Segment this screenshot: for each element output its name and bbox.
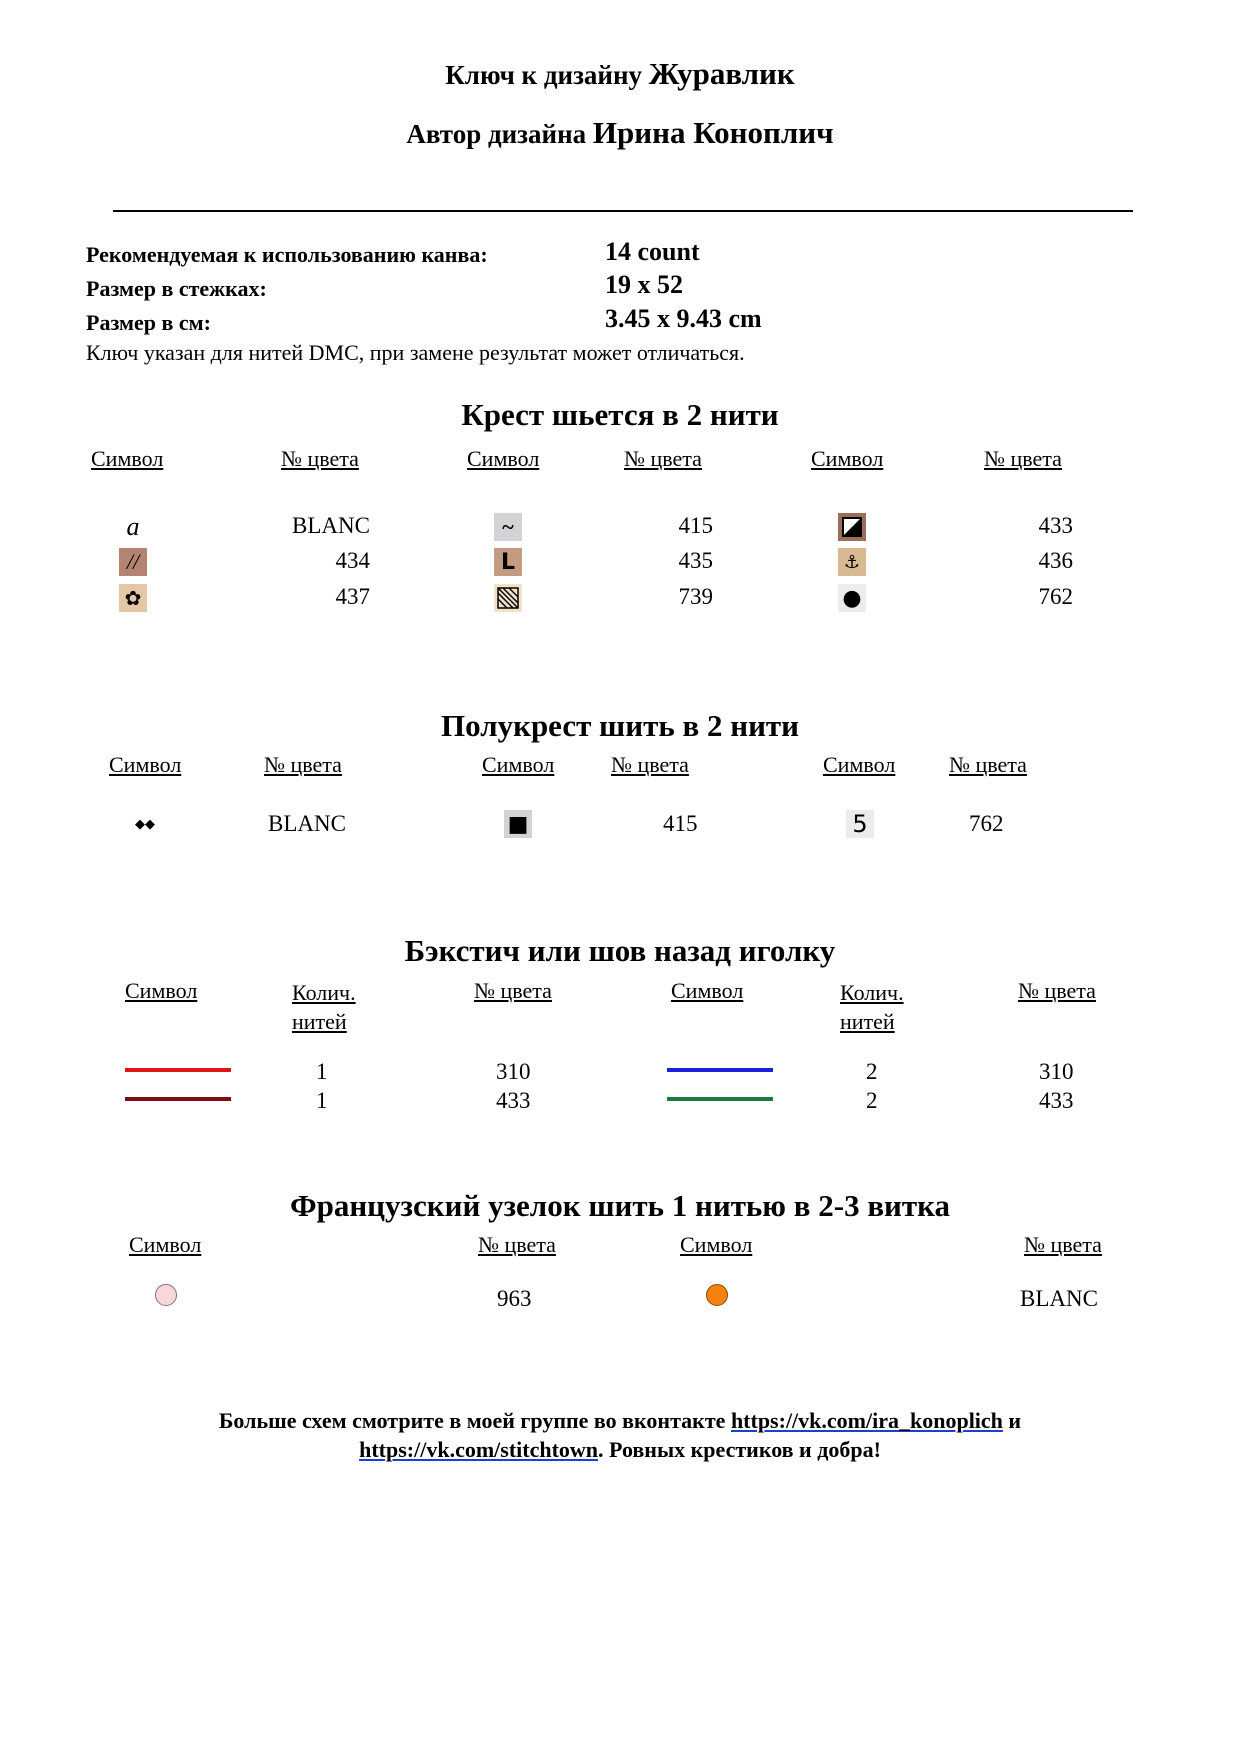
cm-value: 3.45 x 9.43 cm bbox=[605, 304, 762, 333]
french-knot-dot-orange bbox=[706, 1284, 728, 1306]
vk-link-ira[interactable]: https://vk.com/ira_konoplich bbox=[730, 1408, 1003, 1433]
cross-col-color-2: № цвета bbox=[624, 446, 702, 471]
canvas-value: 14 count bbox=[605, 237, 700, 266]
stitches-label: Размер в стежках: bbox=[86, 276, 267, 301]
french-color-value: BLANC bbox=[1020, 1286, 1098, 1311]
half-square-icon bbox=[838, 513, 866, 541]
half-col-symbol-2: Символ bbox=[482, 752, 555, 777]
back-color-value: 433 bbox=[496, 1088, 531, 1113]
back-col-color-2: № цвета bbox=[1018, 978, 1096, 1003]
author-name: Ирина Коноплич bbox=[592, 115, 834, 150]
french-col-symbol-1 bbox=[122, 1232, 214, 1258]
cross-color-value: 415 bbox=[678, 513, 713, 538]
french-title: Французский узелок шить 1 нитью в 2-3 витка bbox=[289, 1188, 951, 1223]
cross-color-value: 762 bbox=[1038, 584, 1073, 609]
cross-col-color-1: № цвета bbox=[281, 446, 359, 471]
half-col-color-2: № цвета bbox=[611, 752, 689, 777]
half-color-value: 762 bbox=[969, 811, 1004, 836]
half-col-symbol-1: Символ bbox=[109, 752, 182, 777]
cross-symbol: ● bbox=[838, 584, 866, 612]
design-title bbox=[0, 56, 1240, 92]
backstitch-line-darkred bbox=[125, 1097, 231, 1101]
half-title: Полукрест шить в 2 нити bbox=[440, 708, 800, 743]
back-threads-value: 2 bbox=[866, 1059, 878, 1084]
author-line bbox=[0, 115, 1240, 151]
cross-symbol: ⚓ bbox=[838, 548, 866, 576]
back-col-symbol-1: Символ bbox=[125, 978, 198, 1003]
design-key-label: Ключ к дизайну bbox=[445, 60, 643, 90]
back-title: Бэкстич или шов назад иголку bbox=[404, 933, 836, 968]
cross-symbol: a bbox=[126, 512, 140, 541]
cross-symbol: L bbox=[494, 548, 522, 576]
back-col-threads-2-line1: Колич. bbox=[840, 980, 904, 1005]
french-col-symbol-1-text: Символ bbox=[129, 1232, 202, 1257]
stitches-value: 19 x 52 bbox=[605, 270, 683, 299]
footer bbox=[0, 1406, 1240, 1464]
back-col-threads-1-line1: Колич. bbox=[292, 980, 356, 1005]
french-col-color-1 bbox=[478, 1232, 586, 1258]
french-col-color-2-text: № цвета bbox=[1024, 1232, 1102, 1257]
cross-color-value: 434 bbox=[335, 548, 370, 573]
cross-symbol: ✿ bbox=[119, 584, 147, 612]
back-color-value: 433 bbox=[1039, 1088, 1074, 1113]
half-color-value: 415 bbox=[663, 811, 698, 836]
back-threads-value: 1 bbox=[316, 1088, 328, 1113]
footer-and: и bbox=[1008, 1408, 1022, 1433]
back-col-threads-2-line2: нитей bbox=[840, 1009, 895, 1034]
backstitch-line-green bbox=[667, 1097, 773, 1101]
cross-col-symbol-1: Символ bbox=[91, 446, 164, 471]
cross-color-value: 739 bbox=[678, 584, 713, 609]
french-col-symbol-2 bbox=[673, 1232, 765, 1258]
half-symbol: 5 bbox=[846, 810, 874, 838]
back-threads-value: 2 bbox=[866, 1088, 878, 1113]
back-color-value: 310 bbox=[496, 1059, 531, 1084]
cross-symbol: ~ bbox=[494, 513, 522, 541]
backstitch-line-red bbox=[125, 1068, 231, 1072]
author-label: Автор дизайна bbox=[406, 119, 587, 149]
footer-text-2: . Ровных крестиков и добра! bbox=[598, 1437, 881, 1462]
half-symbol: ■ bbox=[504, 810, 532, 838]
half-col-color-3: № цвета bbox=[949, 752, 1027, 777]
hatch-icon bbox=[494, 584, 522, 612]
cross-color-value: 437 bbox=[335, 584, 370, 609]
cross-color-value: 433 bbox=[1038, 513, 1073, 538]
back-threads-value: 1 bbox=[316, 1059, 328, 1084]
half-col-symbol-3: Символ bbox=[823, 752, 896, 777]
header-divider bbox=[113, 210, 1133, 212]
french-col-color-1-text: № цвета bbox=[478, 1232, 556, 1257]
design-name: Журавлик bbox=[648, 56, 795, 91]
back-col-threads-1 bbox=[292, 978, 356, 1036]
cross-col-symbol-3: Символ bbox=[811, 446, 884, 471]
canvas-label: Рекомендуемая к использованию канва: bbox=[86, 242, 488, 267]
cross-color-value: BLANC bbox=[292, 513, 370, 538]
half-color-value: BLANC bbox=[268, 811, 346, 836]
half-symbol: ◆◆ bbox=[135, 816, 155, 832]
cm-label: Размер в см: bbox=[86, 310, 211, 335]
cross-symbol: // bbox=[119, 548, 147, 576]
back-col-threads-2 bbox=[840, 978, 904, 1036]
dmc-note: Ключ указан для нитей DMC, при замене результат может отличаться. bbox=[86, 340, 745, 365]
back-color-value: 310 bbox=[1039, 1059, 1074, 1084]
back-col-threads-1-line2: нитей bbox=[292, 1009, 347, 1034]
footer-text-1: Больше схем смотрите в моей группе во вконтакте bbox=[218, 1408, 726, 1433]
french-color-value: 963 bbox=[497, 1286, 532, 1311]
backstitch-line-blue bbox=[667, 1068, 773, 1072]
french-col-color-2 bbox=[1024, 1232, 1132, 1258]
back-col-color-1: № цвета bbox=[474, 978, 552, 1003]
cross-col-color-3: № цвета bbox=[984, 446, 1062, 471]
cross-color-value: 435 bbox=[678, 548, 713, 573]
back-col-symbol-2: Символ bbox=[671, 978, 744, 1003]
cross-col-symbol-2: Символ bbox=[467, 446, 540, 471]
french-knot-dot-pink bbox=[155, 1284, 177, 1306]
half-col-color-1: № цвета bbox=[264, 752, 342, 777]
cross-title: Крест шьется в 2 нити bbox=[461, 397, 779, 432]
cross-color-value: 436 bbox=[1038, 548, 1073, 573]
french-col-symbol-2-text: Символ bbox=[680, 1232, 753, 1257]
vk-link-stitchtown[interactable]: https://vk.com/stitchtown bbox=[359, 1437, 599, 1462]
